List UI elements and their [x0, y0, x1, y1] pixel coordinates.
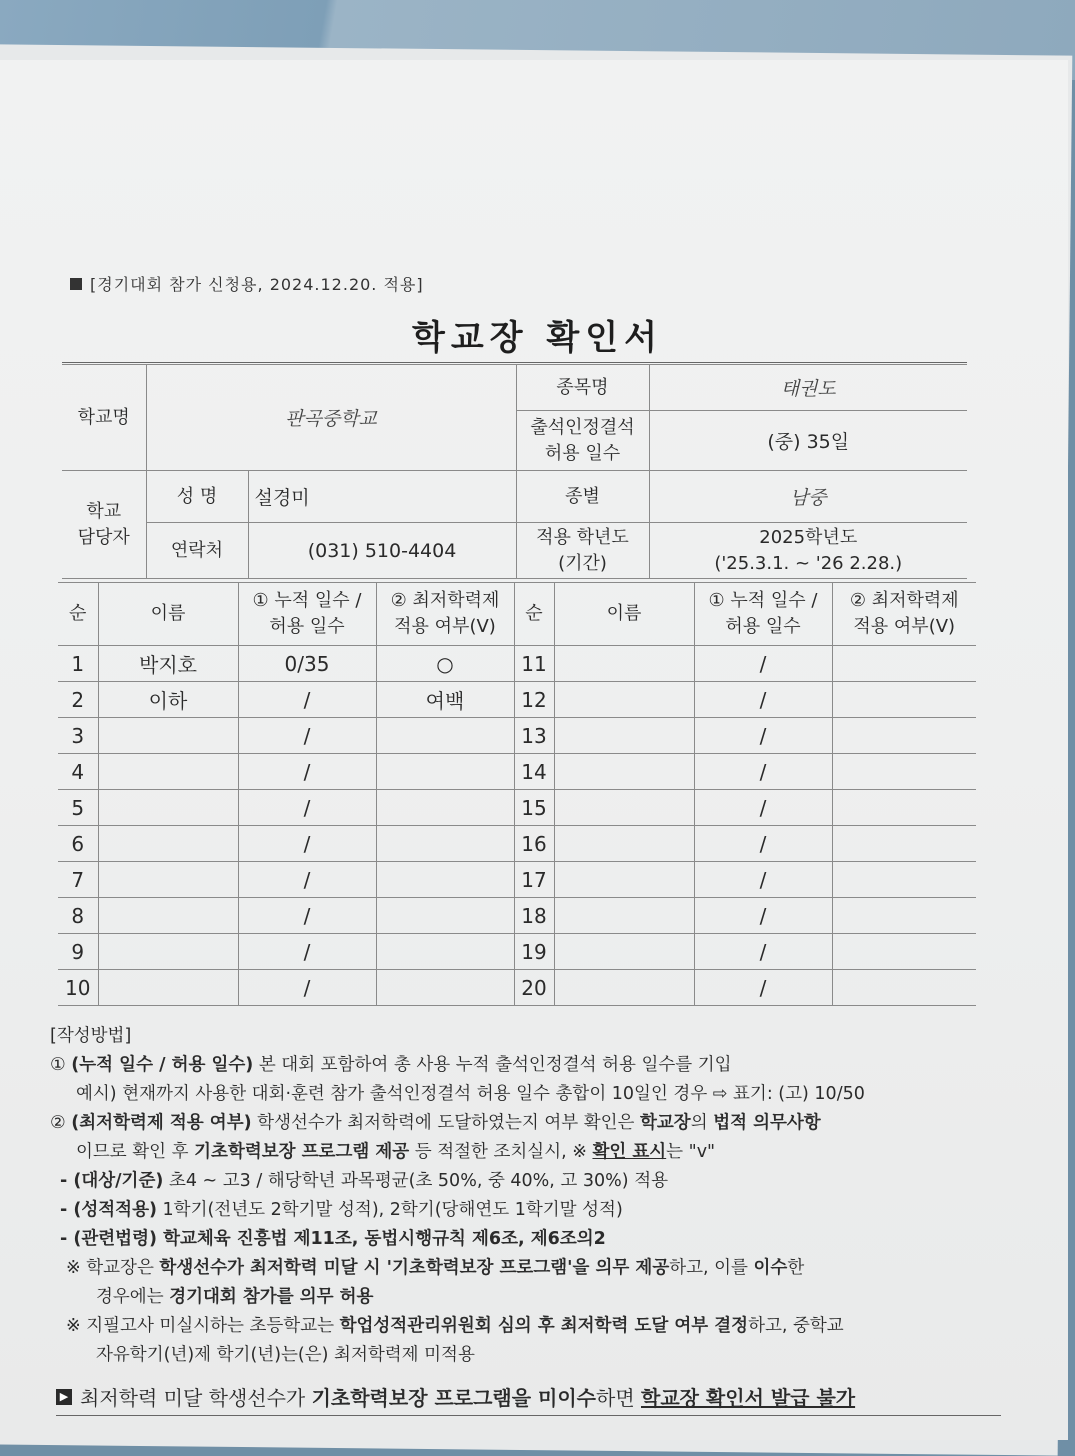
final-text-a: 최저학력 미달 학생선수가	[80, 1386, 312, 1410]
cell-days: /	[238, 790, 376, 826]
gender-label: 종별	[516, 471, 649, 523]
arrow-box-icon: ▶	[56, 1389, 72, 1405]
header-days: ① 누적 일수 / 허용 일수	[694, 583, 832, 646]
table-row	[58, 790, 976, 826]
table-row	[58, 718, 976, 754]
cell-no: 6	[58, 826, 98, 862]
cell-no: 18	[514, 898, 554, 934]
circled-two: ②	[50, 1113, 66, 1133]
item2-line2-b: 등 적절한 조치실시, ※	[409, 1142, 593, 1162]
note1-d: 한	[787, 1258, 805, 1278]
cell-days: /	[238, 898, 376, 934]
allowed-days-value: (중) 35일	[649, 411, 967, 471]
header-no: 순	[58, 583, 98, 646]
cell-name	[98, 826, 238, 862]
method-note-1	[50, 1254, 1030, 1283]
cell-no: 17	[514, 862, 554, 898]
cell-no: 13	[514, 718, 554, 754]
cell-no: 5	[58, 790, 98, 826]
name-label: 성 명	[146, 471, 248, 523]
table-row	[58, 646, 976, 682]
cell-applied	[832, 970, 976, 1006]
note1-a: ※ 학교장은	[66, 1258, 160, 1278]
item2-text: 학생선수가 최저학력에 도달하였는지 여부 확인은	[251, 1113, 640, 1133]
header-name: 이름	[554, 583, 694, 646]
cell-days: /	[238, 682, 376, 718]
cell-name	[554, 682, 694, 718]
cell-applied	[376, 862, 514, 898]
note1-line2-a: 경우에는	[96, 1287, 170, 1307]
cell-applied	[376, 826, 514, 862]
header-note	[70, 272, 424, 295]
header-note-text: [경기대회 참가 신청용, 2024.12.20. 적용]	[90, 275, 424, 294]
cell-no: 3	[58, 718, 98, 754]
method-item-1	[50, 1051, 1030, 1080]
cell-applied	[376, 934, 514, 970]
cell-applied	[832, 826, 976, 862]
cell-days: /	[694, 718, 832, 754]
year-label: 적용 학년도 (기간)	[516, 523, 649, 579]
sub1-text: 초4 ~ 고3 / 해당학년 과목평균(초 50%, 중 40%, 고 30%) 적용	[163, 1171, 668, 1191]
cell-applied	[832, 646, 976, 682]
note2-a: ※ 지필고사 미실시하는 초등학교는	[66, 1316, 340, 1336]
cell-name	[554, 646, 694, 682]
cell-no: 15	[514, 790, 554, 826]
cell-applied	[376, 898, 514, 934]
item2-bold-duty: 법적 의무사항	[713, 1113, 821, 1133]
method-note-2-line2: 자유학기(년)제 학기(년)는(은) 최저학력제 미적용	[96, 1345, 475, 1365]
cell-no: 4	[58, 754, 98, 790]
allowed-days-label: 출석인정결석 허용 일수	[516, 411, 649, 471]
cell-days: /	[694, 898, 832, 934]
table-row	[58, 898, 976, 934]
cell-name: 이하	[98, 682, 238, 718]
cell-name: 박지호	[98, 646, 238, 682]
header-name: 이름	[98, 583, 238, 646]
cell-days: /	[694, 970, 832, 1006]
cell-days: /	[238, 970, 376, 1006]
sub3-text: 학교체육 진흥법 제11조, 동법시행규칙 제6조, 제6조의2	[156, 1229, 606, 1249]
cell-days: /	[238, 718, 376, 754]
item1-text: 본 대회 포함하여 총 사용 누적 출석인정결석 허용 일수를 기입	[253, 1055, 732, 1075]
note1-line2-bold: 경기대회 참가를 의무 허용	[169, 1287, 374, 1307]
method-item-2-line2	[50, 1138, 1030, 1167]
cell-no: 8	[58, 898, 98, 934]
cell-applied	[832, 718, 976, 754]
cell-applied	[832, 862, 976, 898]
method-sub-3	[50, 1225, 1030, 1254]
cell-no: 11	[514, 646, 554, 682]
item2-line2-c: 는 "v"	[666, 1142, 716, 1162]
method-note-2	[50, 1312, 1030, 1341]
header-no: 순	[514, 583, 554, 646]
sub3-bold: - (관련법령)	[60, 1229, 157, 1249]
cell-no: 9	[58, 934, 98, 970]
table-row	[58, 862, 976, 898]
student-roster-table	[58, 582, 976, 1006]
cell-no: 12	[514, 682, 554, 718]
cell-applied	[376, 754, 514, 790]
item2-line2-a: 이므로 확인 후	[76, 1142, 195, 1162]
cell-name	[98, 718, 238, 754]
sub2-text: 1학기(전년도 2학기말 성적), 2학기(당해연도 1학기말 성적)	[156, 1200, 623, 1220]
cell-applied	[376, 970, 514, 1006]
cell-name	[98, 970, 238, 1006]
note1-c: 하고, 이를	[669, 1258, 754, 1278]
circled-one: ①	[50, 1055, 66, 1075]
cell-days: /	[694, 754, 832, 790]
square-bullet-icon	[70, 278, 82, 290]
cell-days: 0/35	[238, 646, 376, 682]
final-notice-text	[80, 1382, 855, 1411]
cell-name	[98, 790, 238, 826]
cell-days: /	[694, 826, 832, 862]
cell-no: 16	[514, 826, 554, 862]
cell-applied	[832, 898, 976, 934]
cell-name	[554, 934, 694, 970]
year-value: 2025학년도 ('25.3.1. ~ '26 2.28.)	[649, 523, 967, 579]
title-divider	[62, 362, 967, 363]
cell-name	[98, 898, 238, 934]
sub2-bold: - (성적적용)	[60, 1200, 157, 1220]
contact-value: (031) 510-4404	[248, 523, 516, 579]
cell-name	[554, 790, 694, 826]
cell-days: /	[694, 862, 832, 898]
cell-days: /	[238, 862, 376, 898]
cell-no: 1	[58, 646, 98, 682]
item2-line2-bold: 기초학력보장 프로그램 제공	[194, 1142, 410, 1162]
cell-applied	[832, 754, 976, 790]
item2-bold-principal: 학교장	[640, 1113, 691, 1133]
cell-no: 20	[514, 970, 554, 1006]
method-item-2	[50, 1109, 1030, 1138]
cell-no: 10	[58, 970, 98, 1006]
note1-bold-complete: 이수	[753, 1258, 788, 1278]
cell-no: 19	[514, 934, 554, 970]
item1-bold: (누적 일수 / 허용 일수)	[71, 1055, 254, 1075]
final-underline: 학교장 확인서 발급 불가	[641, 1386, 856, 1410]
method-sub-2	[50, 1196, 1030, 1225]
writing-method-section	[50, 1022, 1030, 1370]
cell-applied: 여백	[376, 682, 514, 718]
cell-days: /	[694, 646, 832, 682]
cell-name	[554, 718, 694, 754]
method-item-1-example: 예시) 현재까지 사용한 대회·훈련 참가 출석인정결석 허용 일수 총합이 10일인 경우 ⇨ 표기: (고) 10/50	[76, 1084, 865, 1104]
cell-applied	[376, 718, 514, 754]
note1-bold: 학생선수가 최저학력 미달 시 '기초학력보장 프로그램'을 의무 제공	[159, 1258, 670, 1278]
item2-line2-underline: 확인 표시	[592, 1142, 667, 1162]
cell-name	[554, 754, 694, 790]
cell-days: /	[694, 934, 832, 970]
item2-bold: (최저학력제 적용 여부)	[71, 1113, 252, 1133]
method-sub-1	[50, 1167, 1030, 1196]
cell-applied	[832, 934, 976, 970]
gender-value: 남중	[649, 471, 967, 523]
name-value: 설경미	[248, 471, 516, 523]
note2-bold: 학업성적관리위원회 심의 후 최저학력 도달 여부 결정	[339, 1316, 749, 1336]
sub1-bold: - (대상/기준)	[60, 1171, 164, 1191]
final-text-b: 하면	[596, 1386, 641, 1410]
table-row	[58, 754, 976, 790]
header-applied: ② 최저학력제 적용 여부(V)	[832, 583, 976, 646]
sport-value: 태권도	[649, 365, 967, 411]
cell-name	[554, 898, 694, 934]
cell-applied: ○	[376, 646, 514, 682]
cell-applied	[832, 682, 976, 718]
school-value: 판곡중학교	[146, 365, 516, 471]
table-row	[58, 826, 976, 862]
table-row	[58, 934, 976, 970]
final-notice	[56, 1382, 1001, 1416]
cell-days: /	[238, 754, 376, 790]
cell-days: /	[694, 790, 832, 826]
cell-days: /	[238, 934, 376, 970]
manager-label: 학교 담당자	[62, 471, 146, 579]
cell-days: /	[694, 682, 832, 718]
cell-name	[554, 862, 694, 898]
cell-no: 2	[58, 682, 98, 718]
cell-name	[98, 862, 238, 898]
cell-days: /	[238, 826, 376, 862]
header-days: ① 누적 일수 / 허용 일수	[238, 583, 376, 646]
page-title: 학교장 확인서	[412, 318, 663, 358]
note2-c: 하고, 중학교	[748, 1316, 844, 1336]
contact-label: 연락처	[146, 523, 248, 579]
sport-label: 종목명	[516, 365, 649, 411]
header-applied: ② 최저학력제 적용 여부(V)	[376, 583, 514, 646]
cell-name	[554, 970, 694, 1006]
cell-name	[554, 826, 694, 862]
school-info-table	[62, 364, 967, 579]
school-label: 학교명	[62, 365, 146, 471]
cell-no: 7	[58, 862, 98, 898]
table-row	[58, 970, 976, 1006]
method-note-1-line2	[50, 1283, 1030, 1312]
final-bold: 기초학력보장 프로그램을 미이수	[311, 1386, 596, 1410]
cell-applied	[832, 790, 976, 826]
cell-no: 14	[514, 754, 554, 790]
cell-name	[98, 754, 238, 790]
cell-applied	[376, 790, 514, 826]
cell-name	[98, 934, 238, 970]
item2-text-b: 의	[690, 1113, 714, 1133]
method-heading: [작성방법]	[50, 1026, 132, 1046]
table-row	[58, 682, 976, 718]
